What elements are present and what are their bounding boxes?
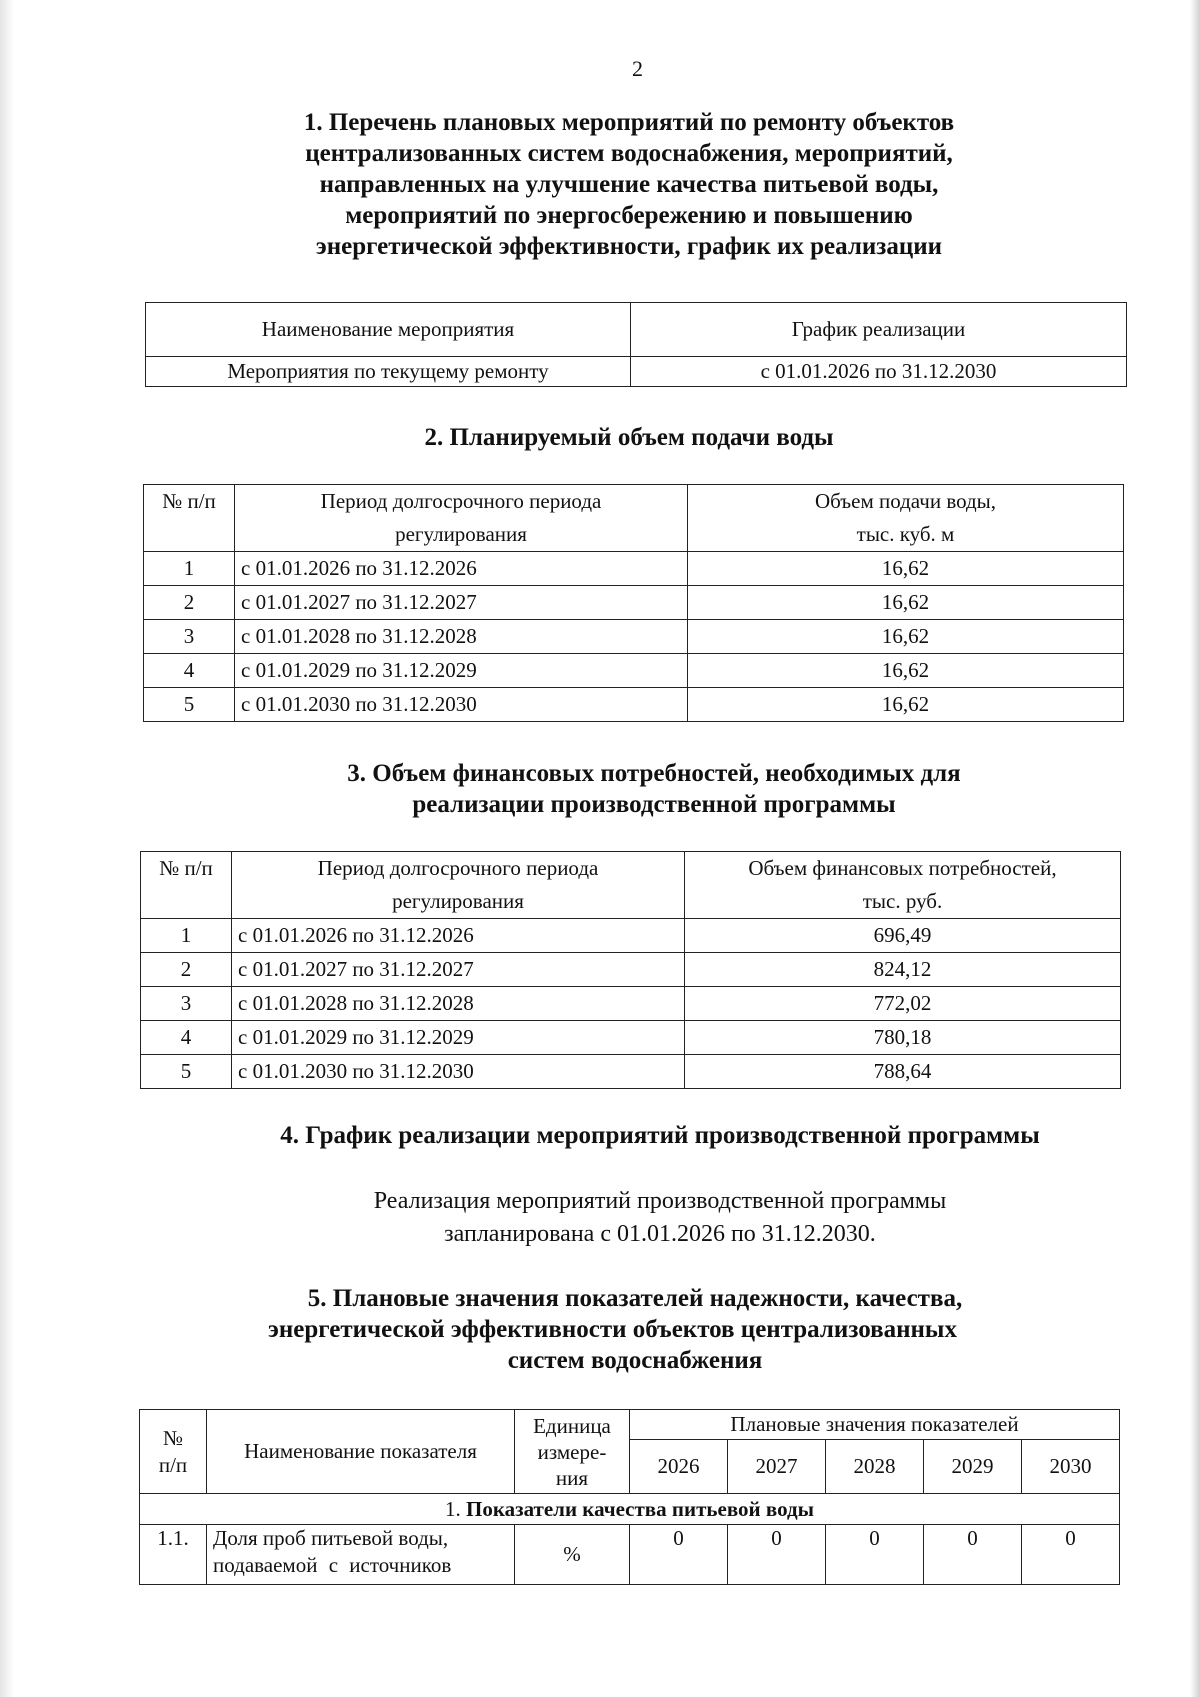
row-number: 5 (144, 688, 235, 722)
header-line: тыс. куб. м (856, 522, 955, 546)
column-header: Наименование мероприятия (146, 303, 631, 357)
section4-title-text: 4. График реализации мероприятий производственной программы (280, 1122, 1040, 1149)
row-value: 772,02 (685, 987, 1121, 1021)
column-header-planned: Плановые значения показателей (630, 1410, 1120, 1440)
section1-title-line: централизованных систем водоснабжения, мероприятий, (305, 140, 953, 167)
table-row (141, 919, 1121, 953)
row-number: 1.1. (140, 1525, 207, 1585)
header-line: Объем подачи воды, (814, 489, 997, 513)
table-row (141, 953, 1121, 987)
table-row (141, 1021, 1121, 1055)
row-value: 0 (1021, 1525, 1119, 1585)
column-header-year: 2026 (630, 1440, 728, 1494)
header-line: измере- (537, 1439, 607, 1464)
group-number: 1. (445, 1496, 461, 1521)
header-line: Единица (533, 1413, 611, 1438)
table-row (141, 1055, 1121, 1089)
header-line: № (162, 1425, 184, 1450)
row-name (207, 1525, 515, 1585)
row-name-line: подаваемой с источников (213, 1553, 452, 1577)
row-name-line: Доля проб питьевой воды, (213, 1526, 449, 1550)
table-row (144, 688, 1124, 722)
section3-title (270, 758, 1038, 820)
row-value: 788,64 (685, 1055, 1121, 1089)
column-header-finance (685, 852, 1121, 919)
section5-title (225, 1283, 1045, 1376)
column-header-number: № п/п (144, 485, 235, 552)
row-value: 16,62 (688, 620, 1124, 654)
section5-title-line: 5. Плановые значения показателей надежности, качества, (307, 1285, 963, 1312)
row-period: с 01.01.2028 по 31.12.2028 (232, 987, 685, 1021)
table-row (140, 1525, 1120, 1585)
section1-title-line: энергетической эффективности, график их реализации (315, 233, 943, 260)
row-number: 2 (144, 586, 235, 620)
section3-title-line: 3. Объем финансовых потребностей, необходимых для (347, 760, 961, 787)
column-header-name: Наименование показателя (207, 1410, 515, 1494)
group-label: Показатели качества питьевой воды (466, 1496, 814, 1521)
table-row (144, 620, 1124, 654)
section2-table (143, 484, 1124, 722)
row-number: 1 (144, 552, 235, 586)
row-period: с 01.01.2030 по 31.12.2030 (232, 1055, 685, 1089)
column-header-year: 2029 (923, 1440, 1021, 1494)
section4-title (200, 1120, 1120, 1151)
group-title (140, 1494, 1120, 1525)
column-header-number (140, 1410, 207, 1494)
section1-title-line: направленных на улучшение качества питьевой воды, (319, 171, 939, 198)
row-period: с 01.01.2027 по 31.12.2027 (232, 953, 685, 987)
row-period: с 01.01.2026 по 31.12.2026 (235, 552, 688, 586)
row-period: с 01.01.2029 по 31.12.2029 (235, 654, 688, 688)
row-number: 4 (141, 1021, 232, 1055)
section1-title-line: 1. Перечень плановых мероприятий по ремонту объектов (303, 109, 955, 136)
table-row (141, 987, 1121, 1021)
row-value: 0 (923, 1525, 1021, 1585)
row-period: с 01.01.2028 по 31.12.2028 (235, 620, 688, 654)
section4-text (260, 1185, 1060, 1251)
section2-title (245, 422, 1013, 453)
table-row (144, 654, 1124, 688)
header-line: Объем финансовых потребностей, (748, 856, 1057, 880)
header-line: Период долгосрочного периода (317, 856, 599, 880)
section5-table (139, 1409, 1120, 1585)
section3-title-line: реализации производственной программы (412, 791, 896, 818)
section1-title (245, 107, 1013, 262)
column-header-year: 2027 (727, 1440, 825, 1494)
row-value: 696,49 (685, 919, 1121, 953)
section4-text-line: Реализация мероприятий производственной программы (373, 1188, 947, 1214)
column-header-number: № п/п (141, 852, 232, 919)
row-number: 5 (141, 1055, 232, 1089)
table-cell: Мероприятия по текущему ремонту (146, 357, 631, 387)
row-number: 1 (141, 919, 232, 953)
header-line: тыс. руб. (862, 889, 943, 913)
row-value: 16,62 (688, 654, 1124, 688)
row-value: 824,12 (685, 953, 1121, 987)
row-value: 16,62 (688, 552, 1124, 586)
section3-table (140, 851, 1121, 1089)
header-line: Период долгосрочного периода (320, 489, 602, 513)
section2-title-text: 2. Планируемый объем подачи воды (424, 424, 834, 451)
section4-text-line: запланирована с 01.01.2026 по 31.12.2030. (444, 1221, 876, 1247)
column-header: График реализации (631, 303, 1127, 357)
column-header-year: 2030 (1021, 1440, 1119, 1494)
header-line: п/п (158, 1452, 188, 1477)
row-value: 16,62 (688, 586, 1124, 620)
row-period: с 01.01.2030 по 31.12.2030 (235, 688, 688, 722)
table-row (144, 586, 1124, 620)
row-period: с 01.01.2026 по 31.12.2026 (232, 919, 685, 953)
row-value: 780,18 (685, 1021, 1121, 1055)
scan-shadow-right (1190, 0, 1200, 1697)
group-row (140, 1494, 1120, 1525)
section1-table (145, 302, 1127, 387)
header-line: регулирования (395, 522, 527, 546)
row-number: 2 (141, 953, 232, 987)
header-line: ния (555, 1465, 589, 1490)
row-period: с 01.01.2029 по 31.12.2029 (232, 1021, 685, 1055)
row-value: 0 (727, 1525, 825, 1585)
column-header-volume (688, 485, 1124, 552)
section1-title-line: мероприятий по энергосбережению и повышению (345, 202, 913, 229)
page-number: 2 (632, 56, 643, 81)
column-header-unit (515, 1410, 630, 1494)
row-number: 3 (141, 987, 232, 1021)
row-number: 3 (144, 620, 235, 654)
row-value: 0 (825, 1525, 923, 1585)
column-header-year: 2028 (825, 1440, 923, 1494)
table-row (146, 357, 1127, 387)
column-header-period (235, 485, 688, 552)
row-unit: % (515, 1525, 630, 1585)
column-header-period (232, 852, 685, 919)
row-value: 0 (630, 1525, 728, 1585)
section5-title-line: энергетической эффективности объектов централизованных (268, 1316, 957, 1343)
table-cell: с 01.01.2026 по 31.12.2030 (631, 357, 1127, 387)
row-number: 4 (144, 654, 235, 688)
row-value: 16,62 (688, 688, 1124, 722)
scan-shadow-left (0, 0, 14, 1697)
header-line: регулирования (392, 889, 524, 913)
table-row (144, 552, 1124, 586)
section5-title-line: систем водоснабжения (507, 1347, 763, 1374)
row-period: с 01.01.2027 по 31.12.2027 (235, 586, 688, 620)
